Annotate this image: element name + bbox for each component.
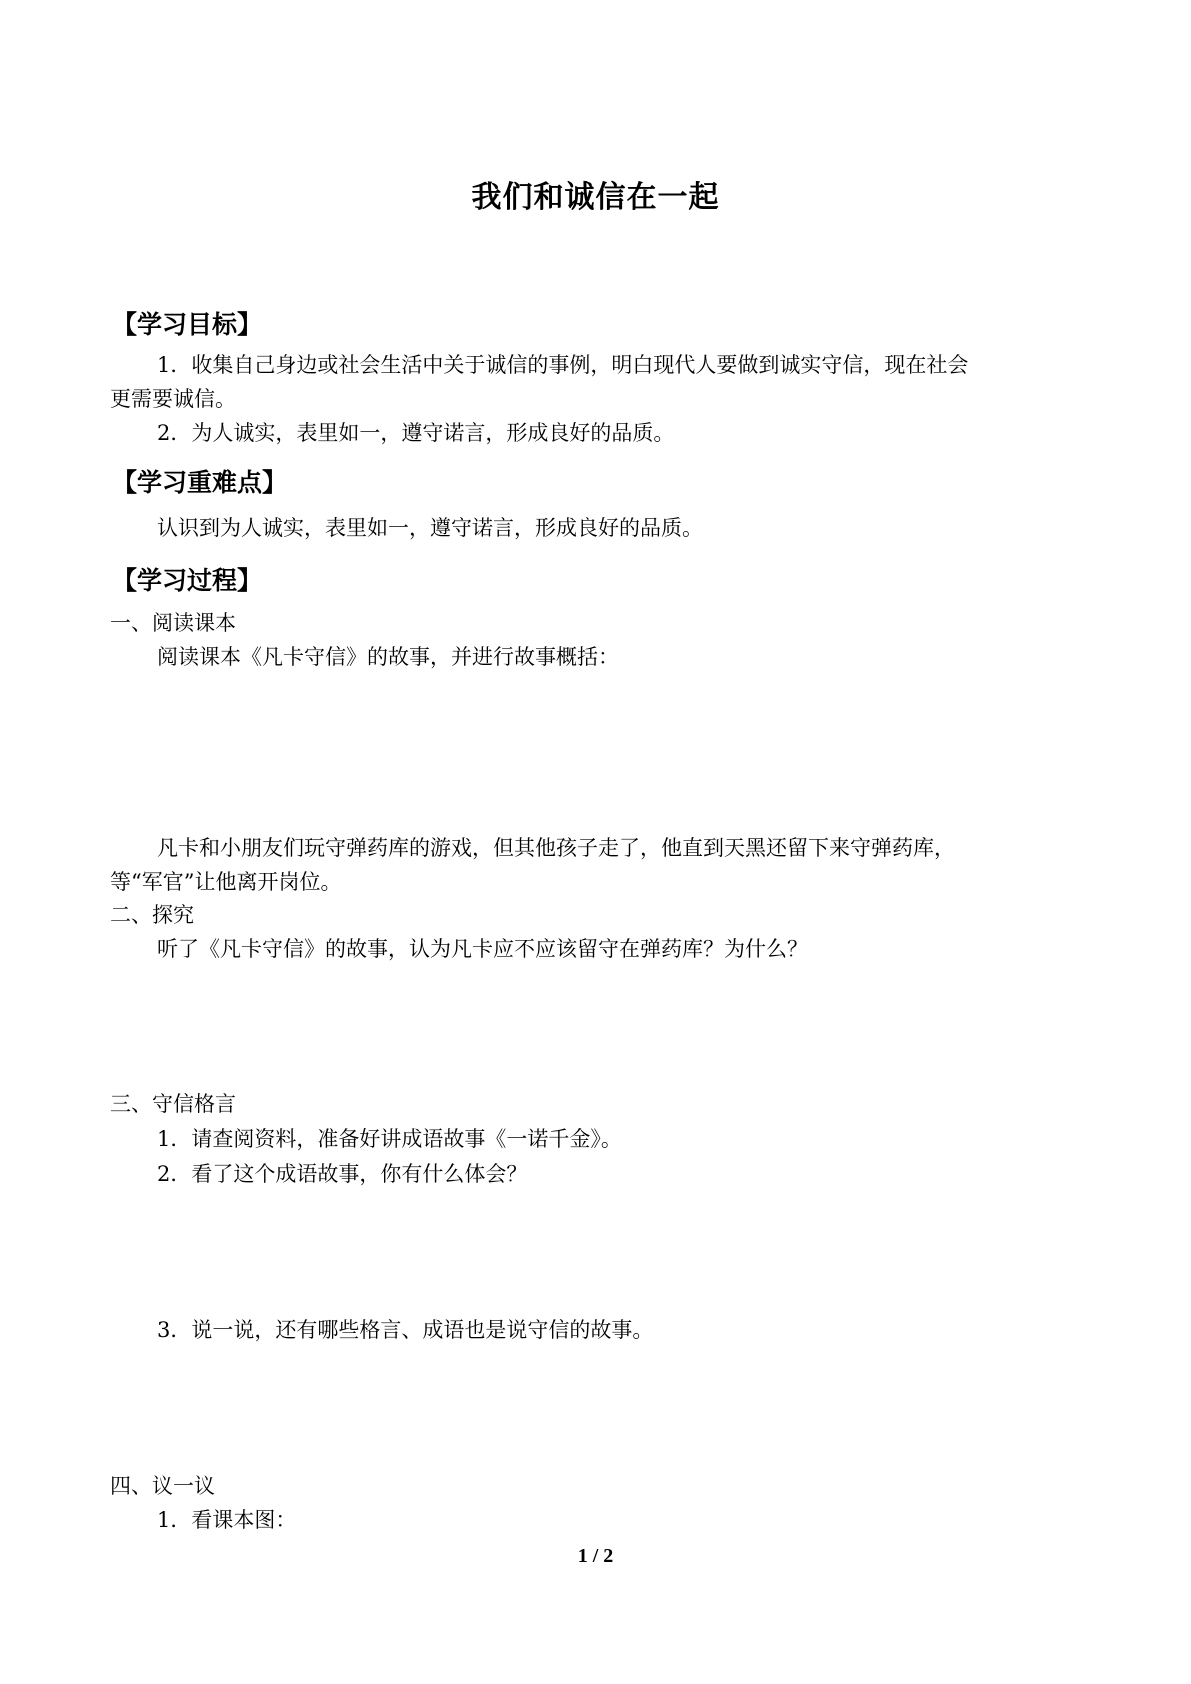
heading-learning-goals: 【学习目标】: [112, 310, 263, 339]
part-1-answer-line-1: 凡卡和小朋友们玩守弹药库的游戏，但其他孩子走了，他直到天黑还留下来守弹药库，: [157, 836, 955, 860]
key-points-text: 认识到为人诚实，表里如一，遵守诺言，形成良好的品质。: [157, 516, 703, 540]
part-3-item-1: 1．请查阅资料，准备好讲成语故事《一诺千金》。: [157, 1127, 622, 1151]
part-2-prompt: 听了《凡卡守信》的故事，认为凡卡应不应该留守在弹药库？为什么？: [157, 937, 808, 961]
page-number: 1 / 2: [577, 1545, 614, 1567]
part-3-item-3: 3．说一说，还有哪些格言、成语也是说守信的故事。: [157, 1318, 654, 1342]
goal-2: 2．为人诚实，表里如一，遵守诺言，形成良好的品质。: [157, 421, 675, 445]
part-1-answer-line-2: 等“军官”让他离开岗位。: [110, 870, 342, 894]
part-2-label: 二、探究: [110, 903, 194, 927]
page-title: 我们和诚信在一起: [471, 180, 720, 215]
part-3-item-2: 2．看了这个成语故事，你有什么体会？: [157, 1162, 528, 1186]
goal-1-line-1: 1．收集自己身边或社会生活中关于诚信的事例，明白现代人要做到诚实守信，现在社会: [157, 353, 969, 377]
heading-learning-process: 【学习过程】: [112, 566, 263, 595]
part-1-prompt: 阅读课本《凡卡守信》的故事，并进行故事概括：: [157, 645, 619, 669]
part-3-label: 三、守信格言: [110, 1092, 236, 1116]
part-1-label: 一、阅读课本: [110, 611, 236, 635]
heading-key-points: 【学习重难点】: [112, 468, 288, 497]
goal-1-line-2: 更需要诚信。: [110, 387, 236, 411]
part-4-item-1: 1．看课本图：: [157, 1508, 297, 1532]
part-4-label: 四、议一议: [110, 1474, 215, 1498]
